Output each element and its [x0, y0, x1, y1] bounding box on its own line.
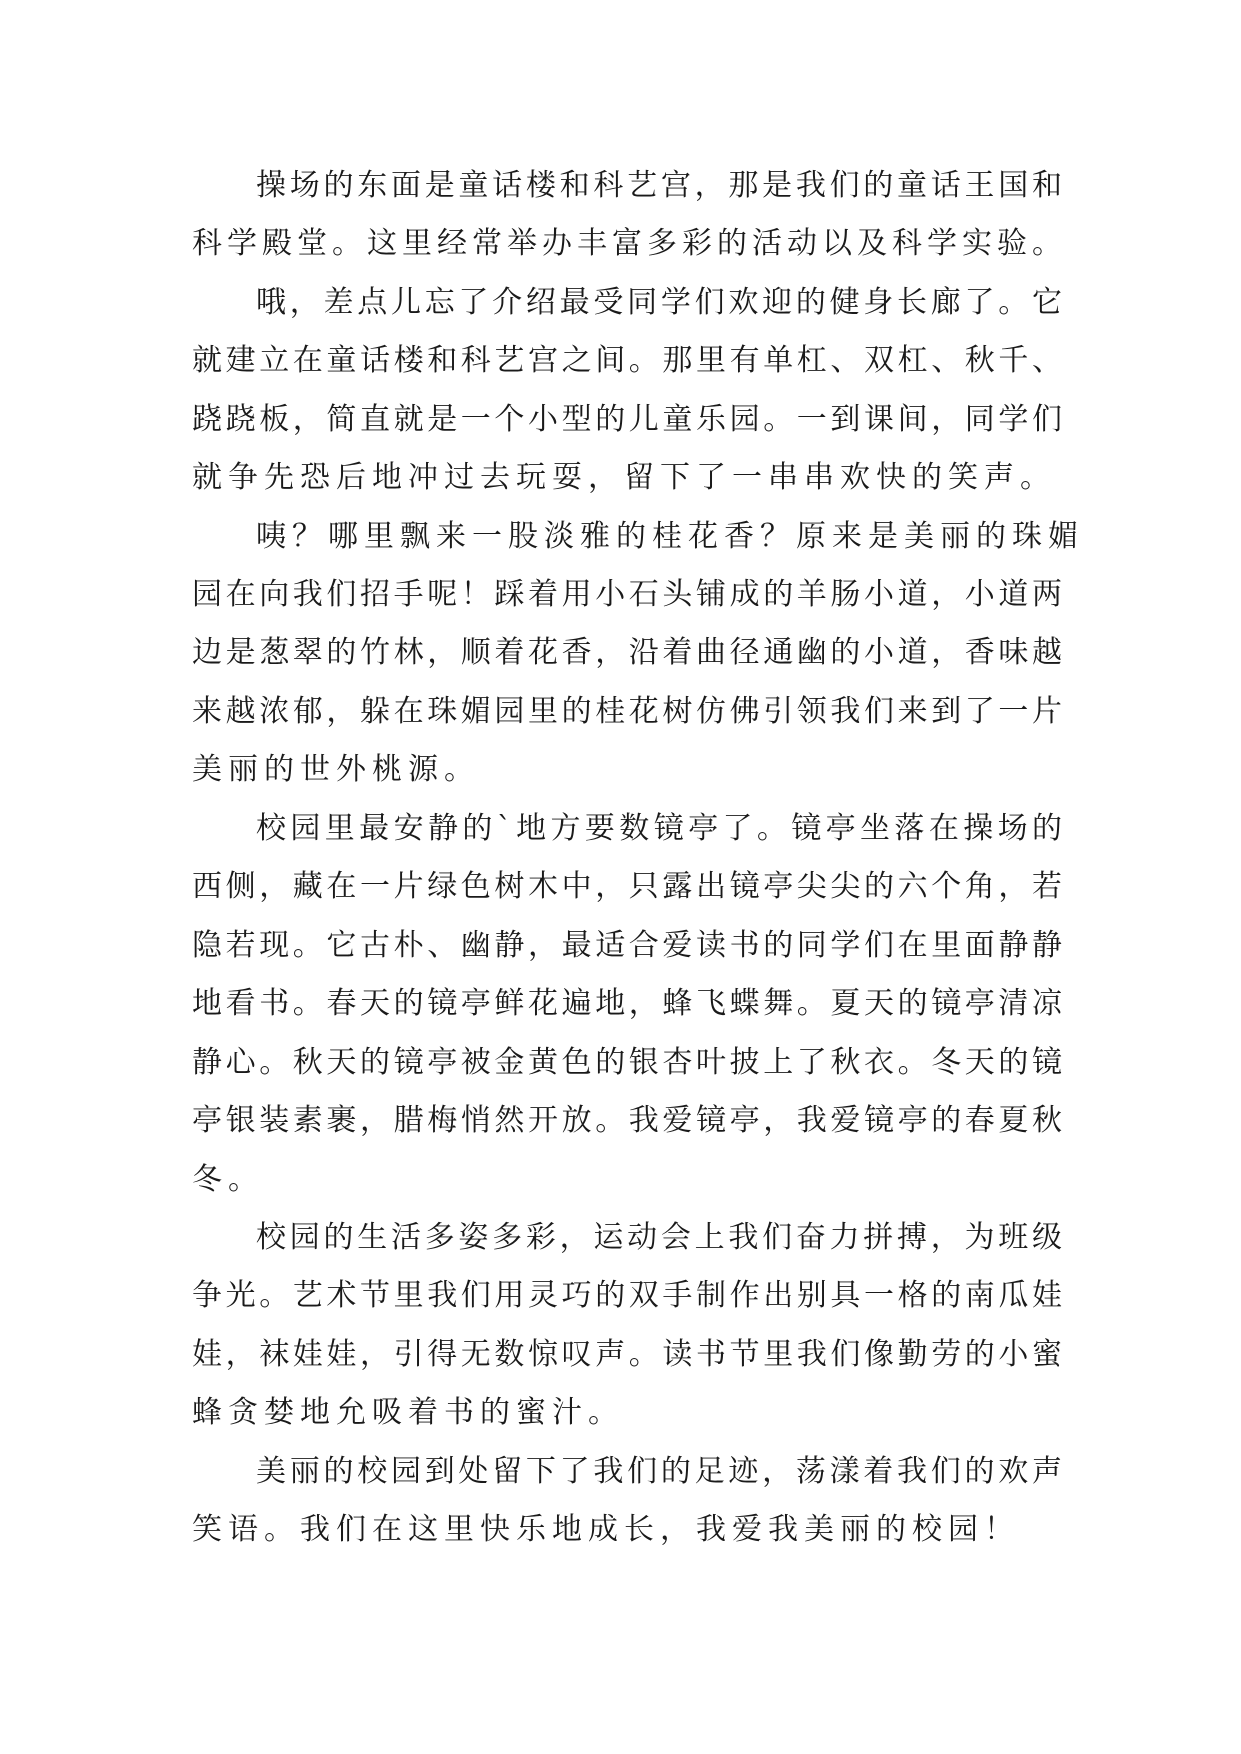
- paragraph-3-line-4: 来越浓郁，躲在珠媚园里的桂花树仿佛引领我们来到了一片: [192, 694, 1062, 729]
- paragraph-5-line-1: 校园的生活多姿多彩，运动会上我们奋力拼搏，为班级: [256, 1220, 1062, 1255]
- paragraph-3-line-1: 咦？哪里飘来一股淡雅的桂花香？原来是美丽的珠媚: [256, 519, 1084, 554]
- paragraph-2-line-3: 跷跷板，简直就是一个小型的儿童乐园。一到课间，同学们: [192, 402, 1062, 437]
- paragraph-3-line-3: 边是葱翠的竹林，顺着花香，沿着曲径通幽的小道，香味越: [192, 635, 1062, 670]
- paragraph-3-line-2: 园在向我们招手呢！踩着用小石头铺成的羊肠小道，小道两: [192, 577, 1062, 612]
- paragraph-4-line-5: 静心。秋天的镜亭被金黄色的银杏叶披上了秋衣。冬天的镜: [192, 1045, 1062, 1080]
- paragraph-4-line-6: 亭银装素裹，腊梅悄然开放。我爱镜亭，我爱镜亭的春夏秋: [192, 1103, 1062, 1138]
- paragraph-2-line-4: 就争先恐后地冲过去玩耍，留下了一串串欢快的笑声。: [192, 460, 1056, 495]
- paragraph-6-line-1: 美丽的校园到处留下了我们的足迹，荡漾着我们的欢声: [256, 1454, 1062, 1489]
- paragraph-4-line-7: 冬。: [192, 1162, 264, 1197]
- paragraph-4-line-1: 校园里最安静的`地方要数镜亭了。镜亭坐落在操场的: [256, 811, 1062, 846]
- paragraph-5-line-2: 争光。艺术节里我们用灵巧的双手制作出别具一格的南瓜娃: [192, 1278, 1062, 1313]
- paragraph-1-line-1: 操场的东面是童话楼和科艺宫，那是我们的童话王国和: [256, 168, 1062, 203]
- paragraph-2-line-2: 就建立在童话楼和科艺宫之间。那里有单杠、双杠、秋千、: [192, 343, 1062, 378]
- paragraph-6-line-2: 笑语。我们在这里快乐地成长，我爱我美丽的校园！: [192, 1512, 1020, 1547]
- paragraph-2-line-1: 哦，差点儿忘了介绍最受同学们欢迎的健身长廊了。它: [256, 285, 1062, 320]
- paragraph-4-line-4: 地看书。春天的镜亭鲜花遍地，蜂飞蝶舞。夏天的镜亭清凉: [192, 986, 1062, 1021]
- paragraph-3-line-5: 美丽的世外桃源。: [192, 752, 480, 787]
- paragraph-4-line-3: 隐若现。它古朴、幽静，最适合爱读书的同学们在里面静静: [192, 928, 1062, 963]
- paragraph-5-line-3: 娃，袜娃娃，引得无数惊叹声。读书节里我们像勤劳的小蜜: [192, 1337, 1062, 1372]
- paragraph-5-line-4: 蜂贪婪地允吸着书的蜜汁。: [192, 1395, 624, 1430]
- paragraph-1-line-2: 科学殿堂。这里经常举办丰富多彩的活动以及科学实验。: [192, 226, 1062, 261]
- paragraph-4-line-2: 西侧，藏在一片绿色树木中，只露出镜亭尖尖的六个角，若: [192, 869, 1062, 904]
